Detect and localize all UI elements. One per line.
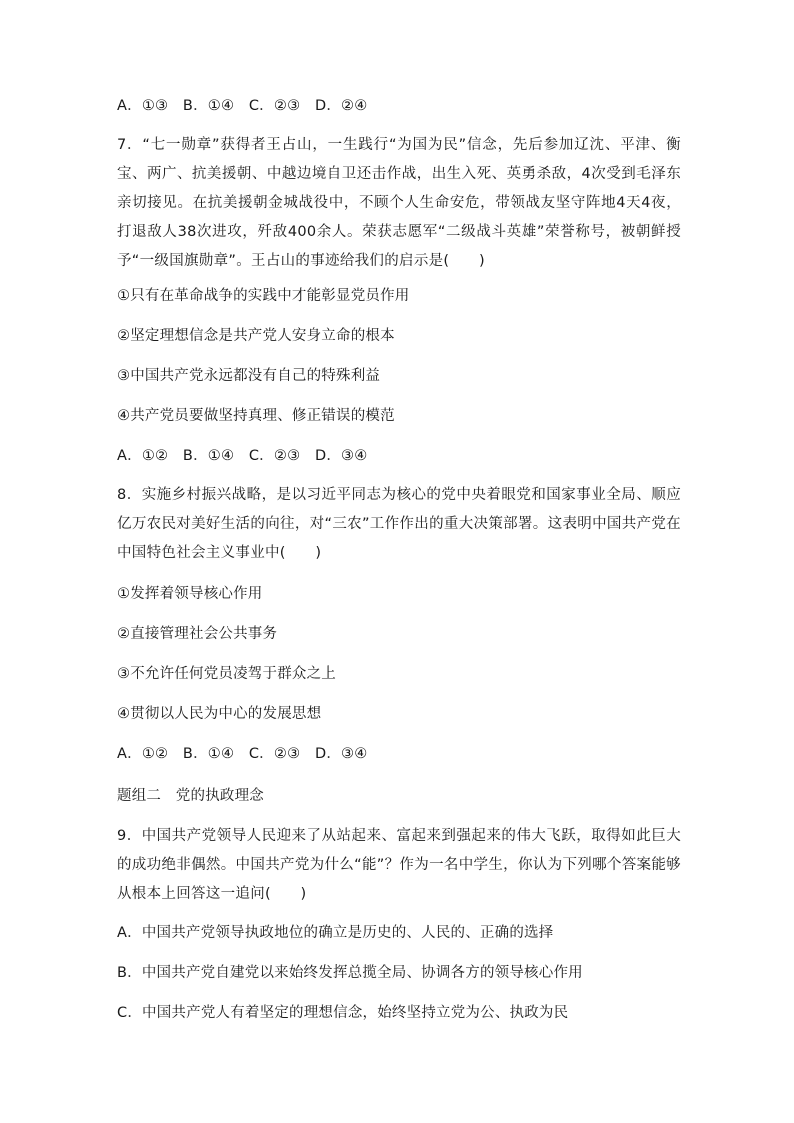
q8-stem: 8．实施乡村振兴战略，是以习近平同志为核心的党中央着眼党和国家事业全局、顺应亿万农民对美好生活的向往，对“三农”工作作出的重大决策部署。这表明中国共产党在中国特色社会主义事业中( ) (117, 487, 681, 561)
q9-option-a: A．中国共产党领导执政地位的确立是历史的、人民的、正确的选择 (117, 925, 554, 941)
q7-item-3: ③中国共产党永远都没有自己的特殊利益 (117, 368, 381, 384)
q9-stem: 9．中国共产党领导人民迎来了从站起来、富起来到强起来的伟大飞跃，取得如此巨大的成功绝非偶然。中国共产党为什么“能”？作为一名中学生，你认为下列哪个答案能够从根本上回答这一追问( ) (117, 828, 681, 902)
q8-item-1: ①发挥着领导核心作用 (117, 586, 263, 602)
q8-item-3: ③不允许任何党员凌驾于群众之上 (117, 666, 336, 682)
section-heading: 题组二 党的执政理念 (117, 788, 264, 804)
q7-item-2: ②坚定理想信念是共产党人安身立命的根本 (117, 328, 395, 344)
q7-item-4: ④共产党员要做坚持真理、修正错误的模范 (117, 408, 395, 424)
q7-stem: 7．“七一勋章”获得者王占山，一生践行“为国为民”信念，先后参加辽沈、平津、衡宝、两广、抗美援朝、中越边境自卫还击作战，出生入死、英勇杀敌，4次受到毛泽东亲切接见。在抗美援朝金城战役中，不顾个人生命安危，带领战友坚守阵地4天4夜，打退敌人38次进攻，歼敌400余人。荣获志愿军“二级战斗英雄”荣誉称号，被朝鲜授予“一级国旗勋章”。王占山的事迹给我们的启示是( ) (117, 137, 681, 269)
q9-option-c: C．中国共产党人有着坚定的理想信念，始终坚持立党为公、执政为民 (117, 1005, 569, 1021)
q7-item-1: ①只有在革命战争的实践中才能彰显党员作用 (117, 288, 410, 304)
q8-item-2: ②直接管理社会公共事务 (117, 626, 278, 642)
q6-answer-options: A．①③ B．①④ C．②③ D．②④ (117, 98, 368, 114)
q8-answer-options: A．①② B．①④ C．②③ D．③④ (117, 746, 368, 762)
q9-option-b: B．中国共产党自建党以来始终发挥总揽全局、协调各方的领导核心作用 (117, 965, 583, 981)
q7-answer-options: A．①② B．①④ C．②③ D．③④ (117, 448, 368, 464)
q8-item-4: ④贯彻以人民为中心的发展思想 (117, 706, 322, 722)
